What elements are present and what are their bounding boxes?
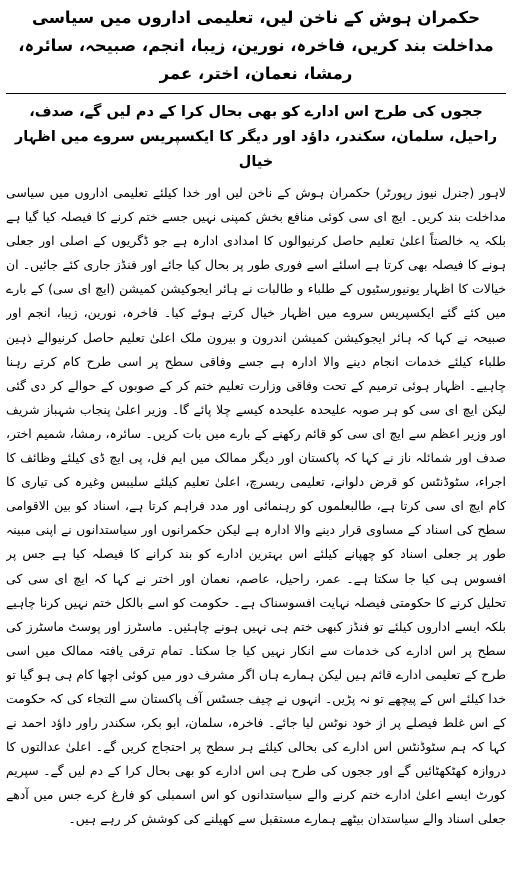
article-subheadline: ججوں کی طرح اس ادارے کو بھی بحال کرا کے دم لیں گے، صدف، راحیل، سلمان، سکندر، داؤد اور دیگر کا ایکسپریس سروے میں اظہار خیال [14, 104, 498, 170]
article-body: لاہور (جنرل نیوز رپورٹر) حکمران ہوش کے ناخن لیں اور خدا کیلئے تعلیمی اداروں میں سیاسی مداخلت بند کریں۔ ایچ ای سی کوئی منافع بخش کمپنی نہیں جسے ختم کرنے کا فیصلہ کیا گیا ہے بلکہ یہ خالصتاً اعلیٰ تعلیم حاصل کرنیوالوں کا امدادی ادارہ ہے جو ڈگریوں کے اصلی اور جعلی ہونے کا فیصلہ بھی کرتا ہے اسلئے اسے فوری طور پر بحال کیا جائے اور فنڈز جاری کئے جائیں۔ ان خیالات کا اظہار یونیورسٹیوں کے طلباء و طالبات نے ہائر ایجوکیشن کمیشن (ایچ ای سی) کے بارے میں کئے گئے ایکسپریس سروے میں اظہار خیال کرتے ہوئے کیا۔ فاخرہ، نورین، زیبا، انجم اور صبیحہ نے کہا کہ ہائر ایجوکیشن کمیشن اندرون و بیرون ملک اعلیٰ تعلیم حاصل کرنیوالے ذہین طلباء کیلئے خدمات انجام دینے والا ادارہ ہے جسے وفاقی سطح پر اسی طرح کام کرتے رہنا چاہیے۔ اظہار ہوئی ترمیم کے تحت وفاقی وزارت تعلیم ختم کر کے صوبوں کے حوالے کر دی گئی لیکن ایچ ای سی کو ہر صوبہ علیحدہ علیحدہ کیسے چلا پائے گا۔ وزیر اعلیٰ پنجاب شہباز شریف اور وزیر اعظم سے ایچ ای سی کو قائم رکھنے کے بارے میں بات کریں۔ سائرہ، رمشا، شمیم اختر، صدف اور شمائلہ ناز نے کہا کہ پاکستان اور دیگر ممالک میں ایم فل، پی ایچ ڈی کیلئے وظائف کا اجراء، سٹوڈنٹس کو قرض دلوانے، تعلیمی ریسرچ، اعلیٰ تعلیم کیلئے سلیبس وغیرہ کی تیاری کا کام ایچ ای سی کرتا ہے، طالبعلموں کو رہنمائی اور مدد فراہم کرتا ہے، اسناد کو بین الاقوامی سطح کی اسناد کے مساوی قرار دینے والا ادارہ ہے لیکن حکمرانوں اور سیاستدانوں نے اپنی مبینہ طور پر جعلی اسناد کو چھپانے کیلئے اس بہترین ادارے کو بند کرانے کا فیصلہ کیا ہے جس پر افسوس ہی کیا جا سکتا ہے۔ عمر، راحیل، عاصم، نعمان اور اختر نے کہا کہ ایچ ای سی کی تحلیل کرنے کا حکومتی فیصلہ نہایت افسوسناک ہے۔ حکومت کو اسے بالکل ختم نہیں کرنا چاہیے بلکہ ایسے اداروں کیلئے تو فنڈز کبھی ختم ہی نہیں ہونے چاہئیں۔ ماسٹرز اور پوسٹ ماسٹرز کی سطح پر اس ادارے کی خدمات سے انکار نہیں کیا جا سکتا۔ تمام ترقی یافتہ ممالک میں اسی طرح کے تعلیمی ادارے قائم ہیں لیکن ہمارے ہاں اگر مشرف دور میں کوئی اچھا کام ہی ہو گیا تو خدا کیلئے اس کے پیچھے تو نہ پڑیں۔ انہوں نے چیف جسٹس آف پاکستان سے التجاء کی کہ حکومت کے اس غلط فیصلے پر از خود نوٹس لیا جائے۔ فاخرہ، سلمان، ابو بکر، سکندر راور داؤد احمد نے کہا کہ ہم سٹوڈنٹس اس ادارے کی بحالی کیلئے ہر سطح پر احتجاج کریں گے۔ اعلیٰ عدالتوں کا دروازہ کھٹکھٹائیں گے اور ججوں کی طرح ہی اس ادارے کو بھی بحال کرا کے دم لیں گے۔ سپریم کورٹ ایسے اعلیٰ ادارے ختم کرنے والے سیاستدانوں کو اس اسمبلی کو فارغ کرے جس میں آدھے جعلی اسناد والے سیاستدان بیٹھے ہمارے مستقبل سے کھیلنے کی کوشش کر رہے ہیں۔ [6, 185, 506, 827]
article-headline: حکمران ہوش کے ناخن لیں، تعلیمی اداروں میں سیاسی مداخلت بند کریں، فاخرہ، نورین، زیبا، انجم، صبیحہ، سائرہ، رمشا، نعمان، اختر، عمر [18, 8, 494, 83]
headline-divider [6, 93, 506, 94]
